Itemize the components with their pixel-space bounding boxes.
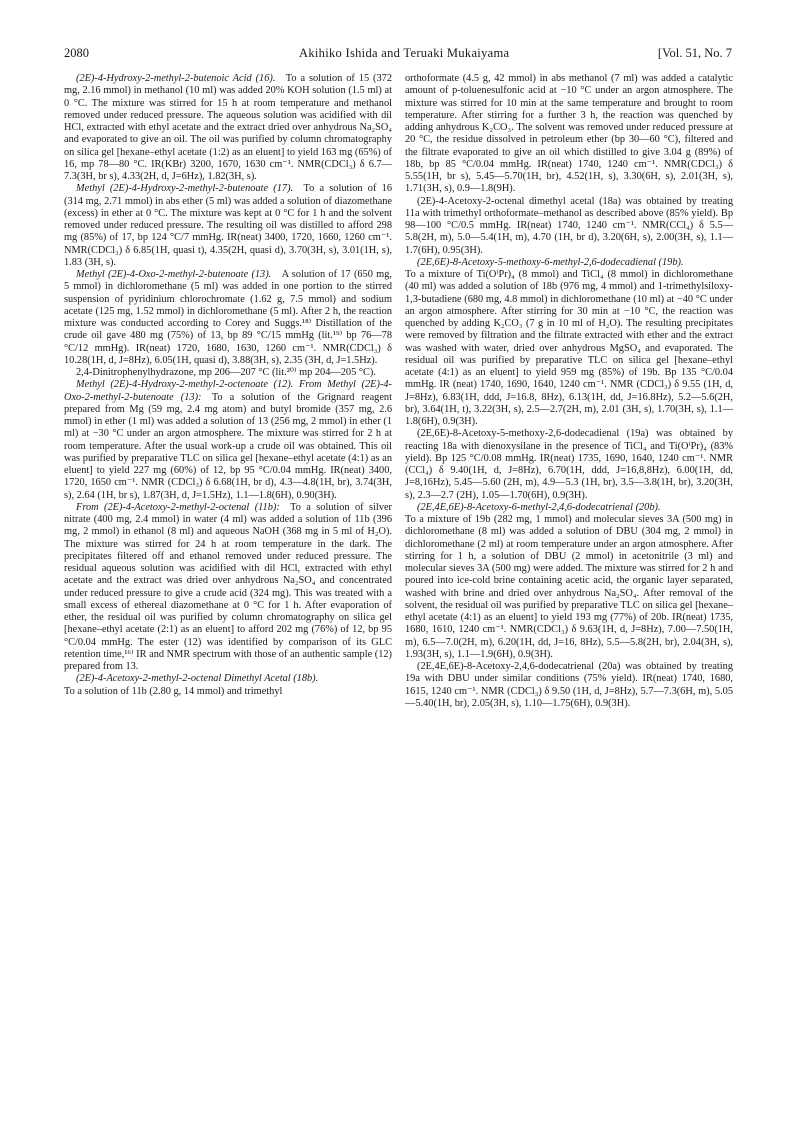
- compound-heading: (2E)-4-Acetoxy-2-methyl-2-octenal Dimethyl Acetal (18b).: [76, 673, 319, 685]
- paragraph-text: To a solution of silver nitrate (400 mg, 2.4 mmol) in water (4 ml) was added a solution of 11b (396 mg, 2 mmol) in ethanol (8 ml) and aqueous NaOH (368 mg in 5 ml of H₂O). The mixture was stirred for 24 h at room temperature in the dark. The precipitates filtered off and ethanol removed under reduced pressure. The residual aqueous solution was acidified with dil HCl, extracted with ethyl acetate and the extract was dried over anhydrous Na₂SO₄ and concentrated under reduced pressure to give a crude acid (324 mg). This was treated with a small excess of ethereal diazomethane at 0 °C for 1 h. After evaporation of ether, the residual oil was purified by column chromatography on silica gel [hexane–ethyl acetate (2:1) as an eluent] to afford 202 mg (76%) of 12, bp 95 °C/0.04 mmHg. The ester (12) was identified by comparison of its GLC retention time,¹⁶⁾ IR and NMR spectrum with those of an authentic sample (12) prepared from 13.: [64, 501, 392, 672]
- paragraph-text: (2E,4E,6E)-8-Acetoxy-2,4,6-dodecatrienal (20a) was obtained by treating 19a with DBU under similar conditions (75% yield). IR(neat) 1740, 1680, 1615, 1240 cm⁻¹. NMR (CDCl₃) δ 9.50 (1H, d, J=8Hz), 5.7—7.3(6H, m), 5.05—5.40(1H, br), 2.05(3H, s), 1.10—1.75(6H), 0.9(3H).: [405, 661, 733, 709]
- right-text-column: [405, 73, 733, 710]
- paragraph: [64, 73, 392, 183]
- paragraph-text: (2E,6E)-8-Acetoxy-5-methoxy-2,6-dodecadienal (19a) was obtained by reacting 18a with dienoxysilane in the presence of TiCl₄ and Ti(OⁱPr)₄ (83% yield). Bp 125 °C/0.08 mmHg. IR(neat) 1735, 1690, 1640, 1240 cm⁻¹. NMR (CCl₄) δ 9.40(1H, d, J=8Hz), 6.70(1H, ddd, J=16,8,8Hz), 6.00(1H, dd, J=8,16Hz), 5.45—5.60 (2H, m), 4.9—5.3 (1H, br), 3.5—3.8(1H, br), 3.20(3H, s), 2.3—2.7 (2H), 1.05—1.70(6H), 0.9(3H).: [405, 428, 733, 501]
- compound-heading: (2E)-4-Hydroxy-2-methyl-2-butenoic Acid (16).: [76, 73, 276, 84]
- paragraph: [405, 73, 733, 196]
- paragraph: [405, 269, 733, 428]
- paragraph-text: To a mixture of Ti(OⁱPr)₄ (8 mmol) and TiCl₄ (8 mmol) in dichloromethane (40 ml) was added a solution of 18b (976 mg, 4 mmol) and 1-trimethylsiloxy-1,3-butadiene (680 mg, 4.8 mmol) in dichloromethane (10 ml) at −40 °C under an argon atmosphere. After stirring for 30 min at −10 °C, the reaction was quenched by adding K₂CO₃ (7 g in 10 ml of H₂O). The resulting precipitates were removed by filtration and the filtrate extracted with ether and the extract was washed with water, dried over anhydrous MgSO₄ and evaporated. The residual oil was purified by preparative TLC on silica gel [hexane–ethyl acetate (4:1) as an eluent] to yield 959 mg (85%) of 19b. Bp 135 °C/0.04 mmHg. IR (neat) 1740, 1690, 1640, 1240 cm⁻¹. NMR (CDCl₃) δ 9.55 (1H, d, J=8Hz), 6.83(1H, ddd, J=16.8, 8Hz), 6.13(1H, dd, J=16.8Hz), 5.2—5.6(2H, br), 3.64(1H, t), 3.22(3H, s), 2.5—2.7(2H, m), 2.01 (3H, s), 1.70(3H, s), 1.1—1.8(6H), 0.9(3H).: [405, 269, 733, 427]
- compound-heading: Methyl (2E)-4-Hydroxy-2-methyl-2-octenoate (12). From Methyl (2E)-4-Oxo-2-methyl-2-butenoate (13):: [64, 379, 392, 403]
- paragraph: [64, 379, 392, 502]
- paragraph-text: To a solution of 16 (314 mg, 2.71 mmol) in abs ether (5 ml) was added a solution of diazomethane (excess) in ether at 0 °C. The mixture was kept at 0 °C for 1 h and the solvent removed under reduced pressure. The resulting oil was distilled to afford 298 mg (85%) of 17, bp 124 °C/7 mmHg. IR(neat) 3400, 1720, 1660, 1260 cm⁻¹. NMR(CDCl₃) δ 6.85(1H, quasi t), 4.35(2H, quasi d), 3.70(3H, s), 3.01(1H, s), 1.83 (3H, s).: [64, 183, 392, 268]
- paragraph: [64, 686, 392, 698]
- paragraph: [64, 673, 392, 685]
- paragraph-text: A solution of 17 (650 mg, 5 mmol) in dichloromethane (5 ml) was added in one portion to the stirred suspension of pyridinium chlorochromate (1.62 g, 7.5 mmol) and sodium acetate (125 mg, 1.52 mmol) in dichloromethane (5 ml). After 2 h, the reaction mixture was conducted according to Corey and Suggs.¹⁸⁾ Distillation of the crude oil gave 480 mg (75%) of 13, bp 89 °C/15 mmHg (lit.¹⁹⁾ bp 76—78 °C/12 mmHg). IR(neat) 1720, 1680, 1630, 1260 cm⁻¹. NMR(CDCl₃) δ 10.28(1H, d, J=8Hz), 6.05(1H, quasi d), 3.88(3H, s), 2.35 (3H, d, J=1.5Hz).: [64, 269, 392, 366]
- running-authors: Akihiko Ishida and Teruaki Mukaiyama: [299, 46, 510, 60]
- paragraph: [64, 502, 392, 674]
- volume-issue: [Vol. 51, No. 7: [657, 46, 732, 60]
- paragraph-text: To a solution of the Grignard reagent prepared from Mg (59 mg, 2.4 mg atom) and butyl bromide (357 mg, 2.6 mmol) in ether (1 ml) was added a solution of 13 (256 mg, 2 mmol) in ether (1 ml) at −30 °C under an argon atmosphere. The mixture was stirred for 2 h at room temperature. After the usual work-up a crude oil was obtained. This oil was purified by preparative TLC on silica gel [hexane–ethyl acetate (4:1) as an eluent] to yield 227 mg (60%) of 12, bp 95 °C/0.04 mmHg. IR(neat) 3400, 1720, 1650 cm⁻¹. NMR (CDCl₃) δ 6.68(1H, br d), 4.3—4.8(1H, br), 3.74(3H, s), 2.64 (1H, br s), 1.87(3H, d, J=1.5Hz), 1.1—1.8(6H), 0.90(3H).: [64, 391, 392, 501]
- paragraph: [405, 428, 733, 502]
- page-number: 2080: [64, 46, 89, 60]
- compound-heading: (2E,4E,6E)-8-Acetoxy-6-methyl-2,4,6-dodecatrienal (20b).: [417, 501, 661, 513]
- paragraph: [64, 367, 392, 379]
- paragraph: [64, 269, 392, 367]
- left-text-column: [64, 73, 392, 698]
- compound-heading: Methyl (2E)-4-Oxo-2-methyl-2-butenoate (13).: [76, 269, 272, 280]
- paragraph-text: To a solution of 15 (372 mg, 2.16 mmol) in methanol (10 ml) was added 20% KOH solution (1.5 ml) at 0 °C. The mixture was stirred for 15 h at room temperature and methanol removed under reduced pressure. The aqueous solution was acidified with dil HCl, extracted with ethyl acetate and the extract dried over anhydrous Na₂SO₄ and evaporated to give an oil. The oil was purified by column chromatography on silica gel [hexane–ethyl acetate (1:2) as an eluent] to yield 163 mg (65%) of 16, mp 78—80 °C. IR(KBr) 3200, 1670, 1630 cm⁻¹. NMR(CDCl₃) δ 6.7—7.3(3H, br s), 4.33(2H, d, J=6Hz), 1.82(3H, s).: [64, 73, 392, 182]
- paragraph-text: To a mixture of 19b (282 mg, 1 mmol) and molecular sieves 3A (500 mg) in dichloromethane (8 ml) was added a solution of DBU (304 mg, 2 mmol) in dichloromethane (2 ml) at room temperature under an argon atmosphere. After stirring for 1 h, a solution of DBU (2 mmol) in acetonitrile (3 ml) and molecular sieves 3A (500 mg) were added. The mixture was stirred for 2 h and poured into ice-cold brine containing acetic acid, the organic layer separated, washed with brine and dried over anhydrous Na₂SO₄. After removal of the solvent, the residual oil was purified by preparative TLC on silica gel [hexane–ethyl acetate (4:1) as an eluent] to yield 193 mg (77%) of 20b. IR(neat) 1735, 1680, 1610, 1240 cm⁻¹. NMR(CDCl₃) δ 9.63(1H, d, J=8Hz), 7.00—7.50(1H, m), 6.5—7.0(2H, m), 6.20(1H, dd, J=16, 8Hz), 5.5—5.8(2H, br), 2.04(3H, s), 1.93(3H, s), 1.1—1.9(6H), 0.9(3H).: [405, 514, 733, 660]
- paragraph: [405, 502, 733, 514]
- paragraph: [405, 661, 733, 710]
- compound-heading: Methyl (2E)-4-Hydroxy-2-methyl-2-butenoate (17).: [76, 183, 294, 195]
- running-header: [64, 46, 732, 62]
- paragraph-text: To a solution of 11b (2.80 g, 14 mmol) and trimethyl: [64, 685, 283, 697]
- paragraph: [405, 196, 733, 257]
- compound-heading: (2E,6E)-8-Acetoxy-5-methoxy-6-methyl-2,6-dodecadienal (19b).: [417, 256, 684, 268]
- paragraph-text: orthoformate (4.5 g, 42 mmol) in abs methanol (7 ml) was added a catalytic amount of p-toluenesulfonic acid at −10 °C under an argon atmosphere. The mixture was stirred for 10 min at the same temperature and brought to room temperature. After stirring for a further 3 h, the reaction was quenched by adding anhydrous K₂CO₃. The solvent was removed under reduced pressure at 20 °C, the residue dissolved in petroleum ether (bp 30—60 °C), filtered and the filtrate evaporated to give an oil which distilled to give 3.04 g (89%) of 18b, bp 85 °C/0.04 mmHg. IR(neat) 1740, 1240 cm⁻¹. NMR(CDCl₃) δ 5.55(1H, br s), 5.45—5.70(1H, br), 4.52(1H, s), 3.30(6H, s), 2.01(3H, s), 1.71(3H, s), 0.9—1.8(9H).: [405, 73, 733, 195]
- paragraph: [405, 514, 733, 661]
- compound-heading: From (2E)-4-Acetoxy-2-methyl-2-octenal (11b):: [76, 501, 280, 513]
- paragraph-text: 2,4-Dinitrophenylhydrazone, mp 206—207 °C (lit.²⁰⁾ mp 204—205 °C).: [76, 367, 376, 378]
- paragraph: [64, 183, 392, 269]
- paragraph: [405, 257, 733, 269]
- paragraph-text: (2E)-4-Acetoxy-2-octenal dimethyl acetal (18a) was obtained by treating 11a with trimethyl orthoformate–methanol as described above (85% yield). Bp 98—100 °C/0.5 mmHg. IR(neat) 1740, 1240 cm⁻¹. NMR(CCl₄) δ 5.5—5.8(2H, m), 5.0—5.4(1H, m), 4.70 (1H, br d), 3.20(6H, s), 2.00(3H, s), 1.1—1.7(6H), 0.95(3H).: [405, 195, 733, 256]
